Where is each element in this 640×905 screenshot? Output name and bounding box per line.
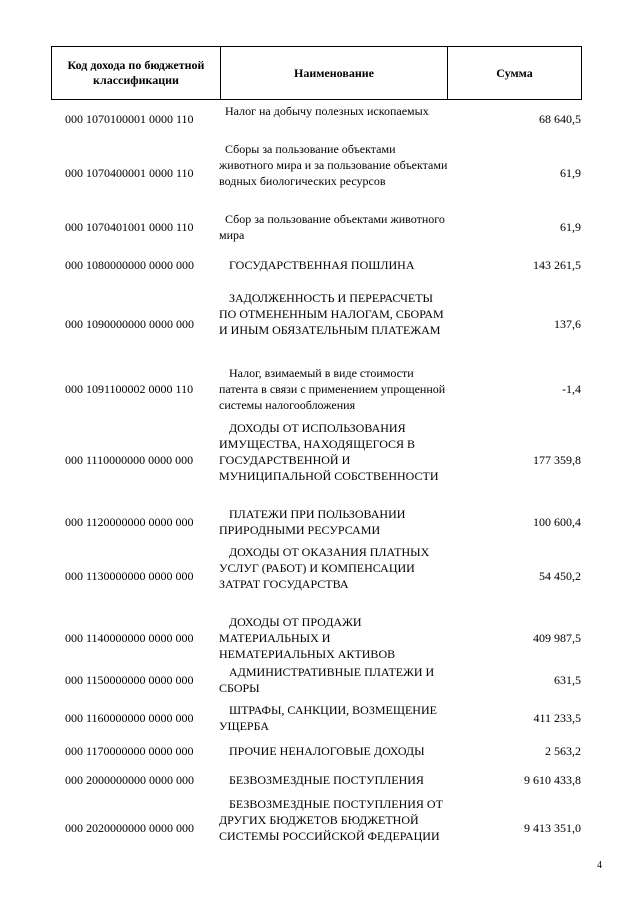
- row-sum: 61,9: [560, 220, 581, 234]
- row-name: ДОХОДЫ ОТ ОКАЗАНИЯ ПЛАТНЫХ УСЛУГ (РАБОТ) И КОМПЕНСАЦИИ ЗАТРАТ ГОСУДАРСТВА: [219, 545, 430, 591]
- row-code: 000 2000000000 0000 000: [65, 773, 194, 787]
- row-code: 000 1070100001 0000 110: [65, 112, 194, 126]
- row-code: 000 1110000000 0000 000: [65, 453, 194, 467]
- header-code-column: Код дохода по бюджетной классификации: [52, 47, 221, 99]
- row-sum: 68 640,5: [539, 112, 581, 126]
- row-code: 000 1080000000 0000 000: [65, 258, 194, 272]
- header-name-column: Наименование: [221, 47, 448, 99]
- row-sum: 9 413 351,0: [524, 821, 581, 835]
- row-sum: 143 261,5: [533, 258, 581, 272]
- row-name: ПРОЧИЕ НЕНАЛОГОВЫЕ ДОХОДЫ: [229, 744, 425, 758]
- row-name: БЕЗВОЗМЕЗДНЫЕ ПОСТУПЛЕНИЯ ОТ ДРУГИХ БЮДЖЕТОВ БЮДЖЕТНОЙ СИСТЕМЫ РОССИЙСКОЙ ФЕДЕРАЦИИ: [219, 797, 443, 843]
- row-sum: 631,5: [554, 673, 581, 687]
- row-name: Сбор за пользование объектами животного мира: [219, 212, 445, 242]
- row-code: 000 1170000000 0000 000: [65, 744, 194, 758]
- row-code: 000 1120000000 0000 000: [65, 515, 194, 529]
- row-sum: 9 610 433,8: [524, 773, 581, 787]
- row-sum: 411 233,5: [533, 711, 581, 725]
- row-name: ДОХОДЫ ОТ ПРОДАЖИ МАТЕРИАЛЬНЫХ И НЕМАТЕРИАЛЬНЫХ АКТИВОВ: [219, 615, 396, 661]
- row-code: 000 1070401001 0000 110: [65, 220, 194, 234]
- page-number: 4: [597, 860, 602, 871]
- row-sum: 54 450,2: [539, 569, 581, 583]
- row-code: 000 1150000000 0000 000: [65, 673, 194, 687]
- row-code: 000 2020000000 0000 000: [65, 821, 194, 835]
- row-sum: 2 563,2: [545, 744, 581, 758]
- row-code: 000 1160000000 0000 000: [65, 711, 194, 725]
- header-sum-column: Сумма: [496, 65, 533, 80]
- row-name: ДОХОДЫ ОТ ИСПОЛЬЗОВАНИЯ ИМУЩЕСТВА, НАХОДЯЩЕГОСЯ В ГОСУДАРСТВЕННОЙ И МУНИЦИПАЛЬНОЙ СОБСТВЕННОСТИ: [219, 421, 439, 483]
- row-name: Сборы за пользование объектами животного мира и за пользование объектами водных биологических ресурсов: [219, 142, 448, 188]
- row-code: 000 1070400001 0000 110: [65, 166, 194, 180]
- row-name: ШТРАФЫ, САНКЦИИ, ВОЗМЕЩЕНИЕ УЩЕРБА: [219, 703, 437, 733]
- row-code: 000 1090000000 0000 000: [65, 317, 194, 331]
- row-code: 000 1091100002 0000 110: [65, 382, 194, 396]
- row-code: 000 1130000000 0000 000: [65, 569, 194, 583]
- row-sum: -1,4: [562, 382, 581, 396]
- row-name: БЕЗВОЗМЕЗДНЫЕ ПОСТУПЛЕНИЯ: [229, 773, 424, 787]
- row-name: АДМИНИСТРАТИВНЫЕ ПЛАТЕЖИ И СБОРЫ: [219, 665, 435, 695]
- row-sum: 100 600,4: [533, 515, 581, 529]
- row-name: ПЛАТЕЖИ ПРИ ПОЛЬЗОВАНИИ ПРИРОДНЫМИ РЕСУРСАМИ: [219, 507, 406, 537]
- row-sum: 61,9: [560, 166, 581, 180]
- row-sum: 177 359,8: [533, 453, 581, 467]
- table-header: [51, 46, 582, 100]
- row-sum: 409 987,5: [533, 631, 581, 645]
- row-name: Налог на добычу полезных ископаемых: [225, 104, 429, 118]
- row-code: 000 1140000000 0000 000: [65, 631, 194, 645]
- row-name: ГОСУДАРСТВЕННАЯ ПОШЛИНА: [229, 258, 415, 272]
- row-name: Налог, взимаемый в виде стоимости патента в связи с применением упрощенной системы налогообложения: [219, 366, 446, 412]
- row-sum: 137,6: [554, 317, 581, 331]
- row-name: ЗАДОЛЖЕННОСТЬ И ПЕРЕРАСЧЕТЫ ПО ОТМЕНЕННЫМ НАЛОГАМ, СБОРАМ И ИНЫМ ОБЯЗАТЕЛЬНЫМ ПЛАТЕЖАМ: [219, 291, 444, 337]
